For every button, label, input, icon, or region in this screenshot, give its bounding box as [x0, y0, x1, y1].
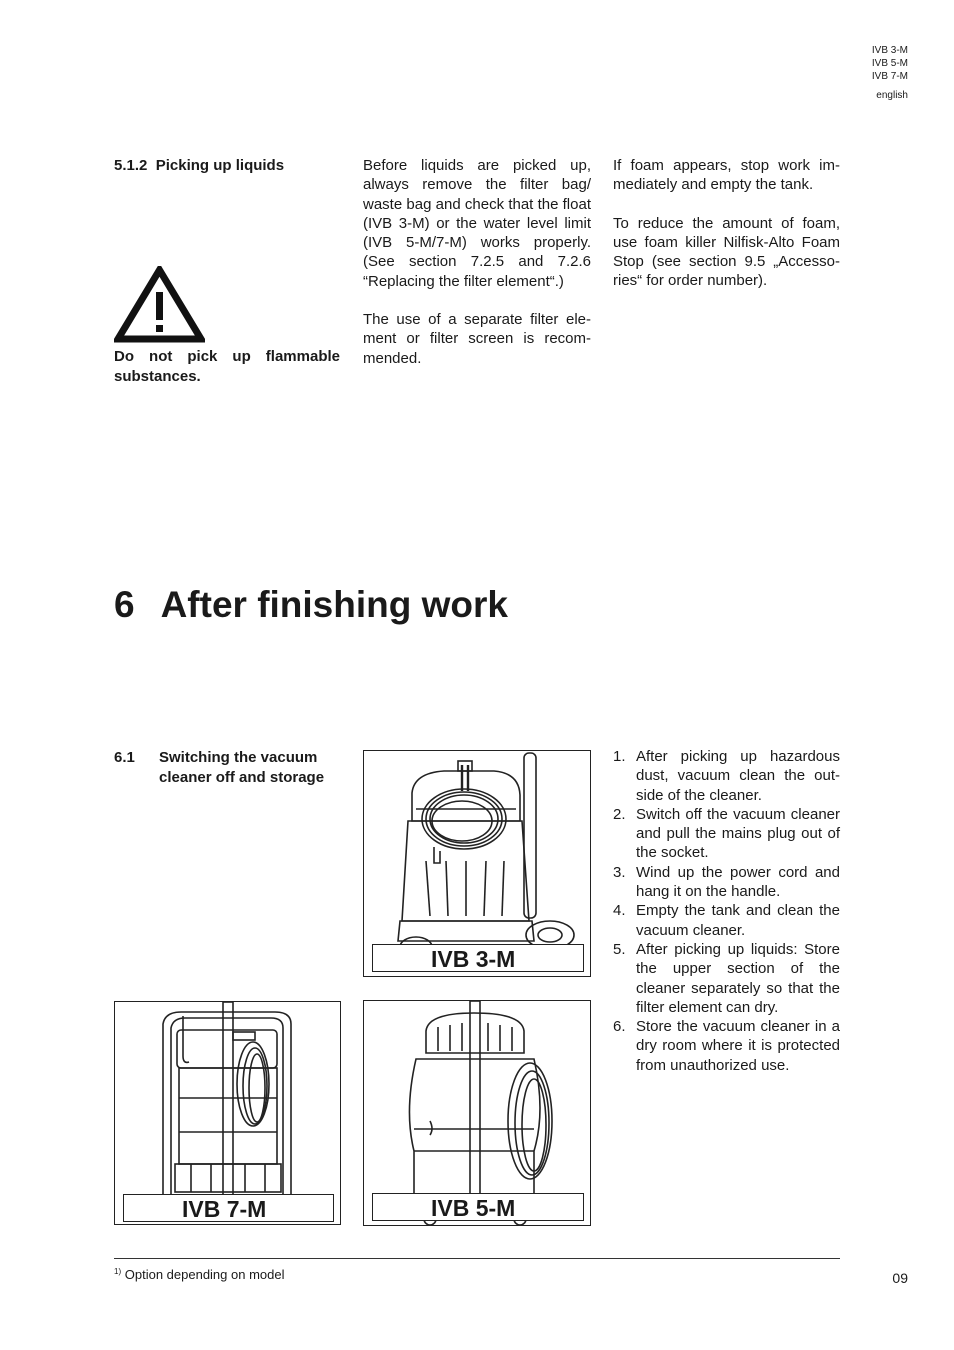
- footer-divider: [114, 1258, 840, 1259]
- section-title-line1: Switching the vacuum: [159, 749, 318, 766]
- step-text: Empty the tank and clean the vacuum cleaner.: [636, 902, 840, 939]
- model-ivb5: IVB 5-M: [871, 58, 908, 69]
- model-ivb7: IVB 7-M: [871, 71, 908, 82]
- footnote-mark: 1): [114, 1267, 122, 1276]
- figure-label-ivb5: IVB 5-M: [372, 1193, 584, 1221]
- ivb5-illustration: [364, 1001, 590, 1225]
- storage-steps-list: [613, 747, 840, 1075]
- col2-paragraph: The use of a separate filter element or filter screen is recommended.: [363, 311, 591, 367]
- list-item: 2. Switch off the vacuum cleaner and pull the mains plug out of the socket.: [613, 805, 840, 862]
- chapter-heading: [114, 584, 508, 626]
- step-text: Wind up the power cord and hang it on the handle.: [636, 863, 840, 901]
- model-list: [872, 44, 908, 83]
- warning-text: Do not pick up flammable substances.: [114, 348, 340, 385]
- list-item: 5. After picking up liquids: Store the upper section of the cleaner separately so that the filter element can dry.: [613, 940, 840, 1016]
- ivb7-illustration: [115, 1002, 340, 1224]
- footnote: [114, 1267, 284, 1282]
- list-item: 3. Wind up the power cord and hang it on the handle.: [613, 863, 840, 901]
- language-label: english: [876, 90, 908, 101]
- col2-paragraph: Before liquids are picked up, always remove the filter bag/ waste bag and check that the float (IVB 3-M) or the water level limit (IVB 5-M/7-M) works properly. (See section 7.2.5 and 7.2.6 “Replacing the filter element“.): [363, 157, 591, 290]
- step-text: After picking up hazardous dust, vacuum clean the outside of the cleaner.: [636, 748, 840, 804]
- section-512-col2: [363, 156, 591, 387]
- model-ivb3: IVB 3-M: [871, 45, 908, 56]
- col3-paragraph: To reduce the amount of foam, use foam killer Nilfisk-Alto Foam Stop (see section 9.5 „Accessories“ for order number).: [613, 214, 840, 290]
- section-512-heading: [114, 157, 284, 174]
- section-number: 6.1: [114, 749, 135, 766]
- chapter-title: After finishing work: [160, 584, 508, 625]
- list-item: 1. After picking up hazardous dust, vacuum clean the outside of the cleaner.: [613, 748, 840, 804]
- section-title: Picking up liquids: [155, 157, 285, 174]
- figure-ivb5: [363, 1000, 591, 1226]
- page-number: 09: [892, 1270, 908, 1286]
- figure-ivb7: [114, 1001, 341, 1225]
- list-item: 6. Store the vacuum cleaner in a dry room where it is protected from unauthorized use.: [613, 1018, 840, 1074]
- section-title-line2: cleaner off and storage: [159, 768, 325, 786]
- warning-icon: [114, 266, 205, 343]
- section-61-heading: [114, 748, 324, 787]
- step-text: After picking up liquids: Store the upper section of the cleaner separately so that the filter element can dry.: [636, 940, 840, 1016]
- col3-paragraph: If foam appears, stop work immediately and empty the tank.: [613, 157, 840, 194]
- section-512-col3: [613, 156, 840, 310]
- step-text: Store the vacuum cleaner in a dry room where it is protected from unauthorized use.: [636, 1018, 840, 1074]
- figure-label-ivb3: IVB 3-M: [372, 944, 584, 972]
- ivb3-illustration: [364, 751, 590, 976]
- figure-label-ivb7: IVB 7-M: [123, 1194, 334, 1222]
- section-number: 5.1.2: [114, 157, 148, 174]
- list-item: 4. Empty the tank and clean the vacuum cleaner.: [613, 902, 840, 939]
- step-text: Switch off the vacuum cleaner and pull the mains plug out of the socket.: [636, 805, 840, 862]
- figure-ivb3: [363, 750, 591, 977]
- chapter-number: 6: [114, 584, 135, 625]
- footnote-text: Option depending on model: [124, 1267, 285, 1282]
